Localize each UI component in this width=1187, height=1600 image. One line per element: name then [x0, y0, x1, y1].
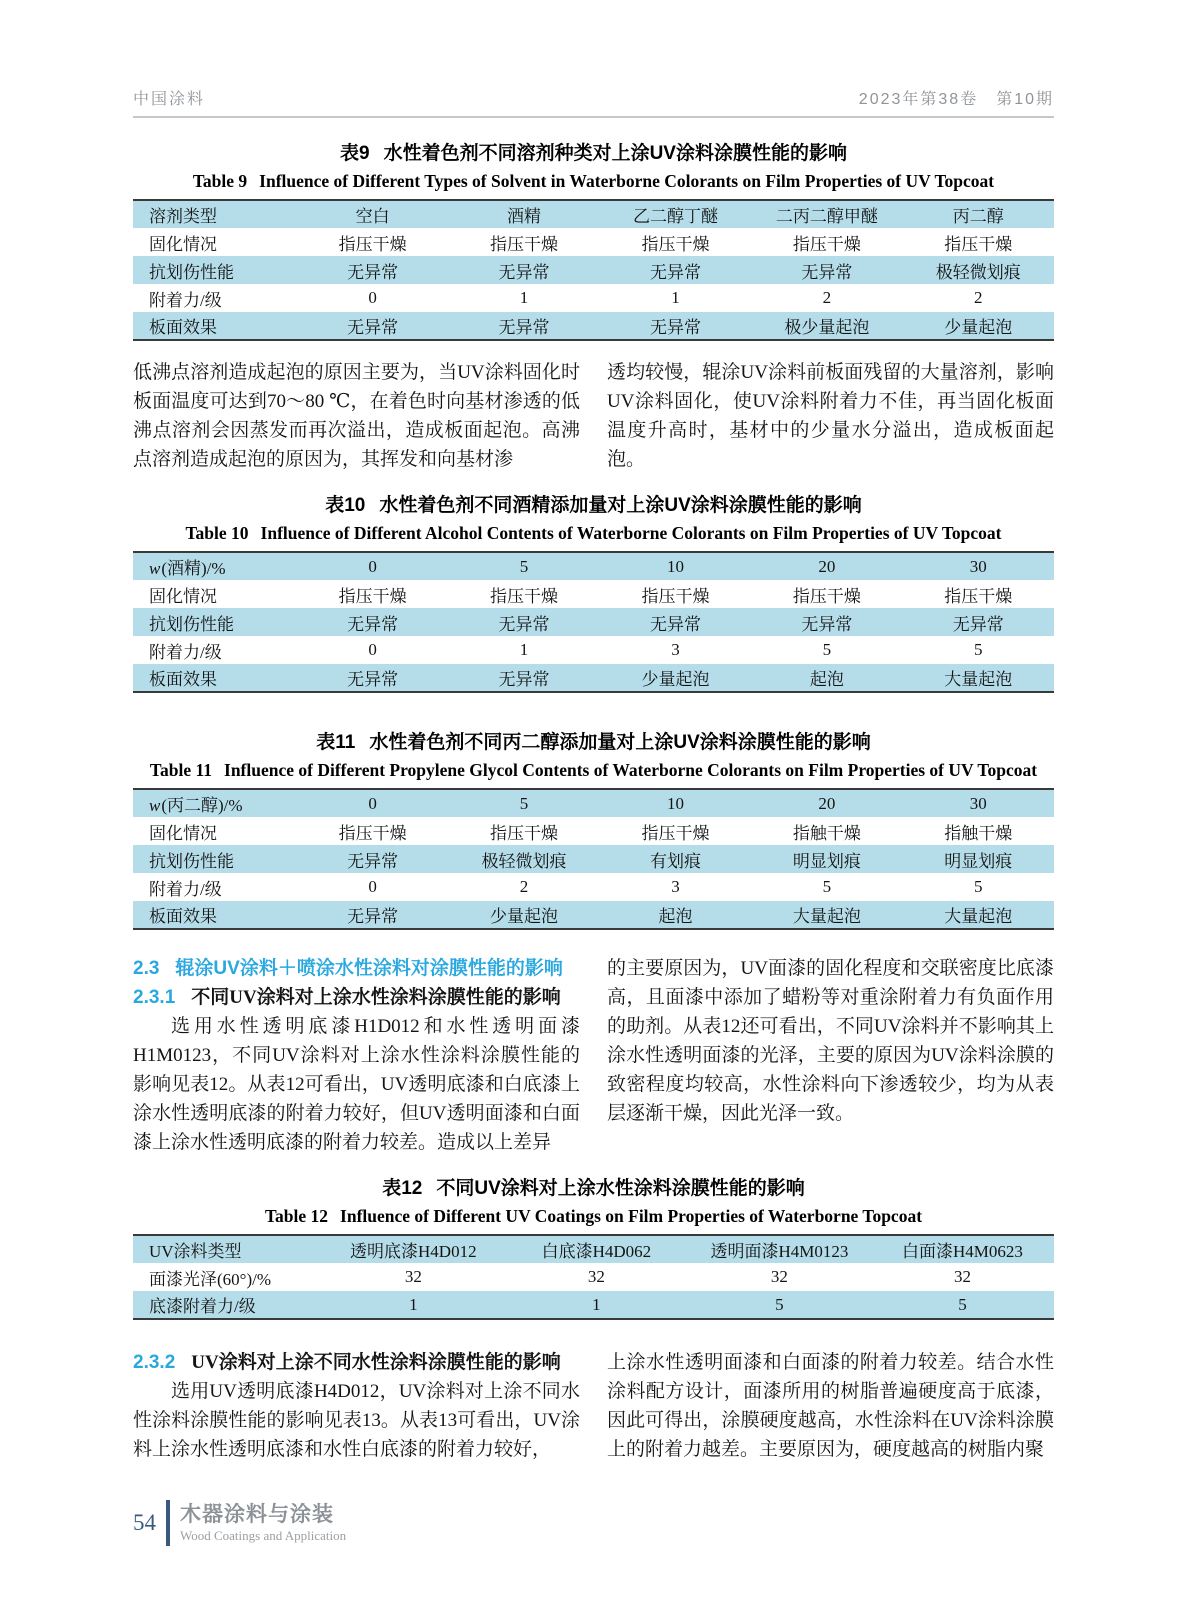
value-cell: 5 — [822, 640, 832, 659]
text-column-left — [133, 358, 580, 474]
table12 — [133, 1234, 1054, 1320]
table12-block — [133, 1173, 1054, 1320]
value-cell: 指压干燥 — [490, 586, 559, 606]
text-column-right — [607, 358, 1054, 474]
row-label-cell: UV涂料类型 — [149, 1242, 242, 1261]
paragraph: 选用UV透明底漆H4D012，UV涂料对上涂不同水性涂料涂膜性能的影响见表13。从表13可看出，UV涂料上涂水性透明底漆和水性白底漆的附着力较好， — [133, 1381, 580, 1460]
row-label-cell: 固化情况 — [149, 823, 217, 843]
footer-journal-cn: 木器涂料与涂装 — [180, 1502, 334, 1526]
section-title: UV涂料对上涂不同水性涂料涂膜性能的影响 — [191, 1352, 561, 1373]
table-row — [133, 845, 1054, 873]
table11 — [133, 788, 1054, 930]
row-label-cell: 面漆光泽(60°)/% — [149, 1269, 272, 1289]
table-row — [133, 552, 1054, 580]
value-cell: 极轻微划痕 — [481, 851, 567, 871]
paragraph: 上涂水性透明面漆和白面漆的附着力较差。结合水性涂料配方设计，面漆所用的树脂普遍硬度高于底漆，因此可得出，涂膜硬度越高，水性涂料在UV涂料涂膜上的附着力越差。主要原因为，硬度越高的树脂内聚 — [607, 1352, 1054, 1460]
value-cell: 无异常 — [498, 670, 550, 689]
value-cell: 0 — [368, 793, 377, 813]
value-cell: 20 — [818, 556, 836, 576]
value-cell: 5 — [974, 877, 983, 896]
value-cell: 20 — [818, 793, 836, 813]
table9 — [133, 199, 1054, 341]
table-row — [133, 1235, 1054, 1263]
value-cell: 白面漆H4M0623 — [902, 1242, 1023, 1261]
row-label-cell: 溶剂类型 — [149, 207, 217, 226]
table9-block — [133, 138, 1054, 341]
footer-journal-en: Wood Coatings and Application — [180, 1527, 347, 1543]
table-row — [133, 664, 1054, 692]
table10-label-cn: 表10 — [325, 495, 366, 516]
value-cell: 5 — [519, 793, 529, 813]
text-columns-3 — [133, 1348, 1054, 1464]
table9-title-en: Influence of Different Types of Solvent in Waterborne Colorants on Film Properties of UV Topcoat — [259, 171, 995, 191]
value-cell: 32 — [770, 1267, 788, 1286]
value-cell: 32 — [404, 1267, 422, 1286]
row-label-cell: 附着力/级 — [149, 879, 222, 899]
value-cell: 无异常 — [801, 614, 853, 634]
table-row — [133, 636, 1054, 664]
paragraph: 的主要原因为，UV面漆的固化程度和交联密度比底漆高，且面漆中添加了蜡粉等对重涂附着力有负面作用的助剂。从表12还可看出，不同UV涂料并不影响其上涂水性透明面漆的光泽，主要的原因为UV涂料涂膜的致密程度均较高，水性涂料向下渗透较少，均为从表层逐渐干燥，因此光泽一致。 — [607, 958, 1054, 1124]
value-cell: 大量起泡 — [944, 670, 1013, 689]
value-cell: 极少量起泡 — [784, 318, 870, 337]
value-cell: 无异常 — [649, 614, 701, 634]
footer-divider-bar — [166, 1500, 170, 1546]
table12-title-cn: 不同UV涂料对上涂水性涂料涂膜性能的影响 — [436, 1178, 805, 1199]
text-column-right — [607, 954, 1054, 1157]
value-cell: 明显划痕 — [944, 851, 1013, 871]
table-row — [133, 312, 1054, 340]
row-label-cell: w(丙二醇)/% — [149, 796, 243, 815]
value-cell: 有划痕 — [649, 851, 701, 871]
row-label-cell: 板面效果 — [149, 318, 217, 337]
table11-block — [133, 727, 1054, 930]
text-column-right — [607, 1348, 1054, 1464]
value-cell: 指压干燥 — [792, 586, 861, 606]
section-number: 2.3.2 — [133, 1352, 176, 1373]
page-footer — [133, 1500, 1054, 1546]
table10-title-en: Influence of Different Alcohol Contents of Waterborne Colorants on Film Properties of UV Topcoat — [260, 523, 1002, 543]
value-cell: 空白 — [355, 207, 390, 226]
value-cell: 0 — [368, 877, 377, 896]
value-cell: 指压干燥 — [490, 823, 559, 843]
table11-label-cn: 表11 — [316, 732, 356, 753]
text-column-left — [133, 1348, 580, 1464]
value-cell: 乙二醇丁醚 — [632, 207, 718, 226]
text-columns-1 — [133, 358, 1054, 474]
value-cell: 无异常 — [649, 318, 701, 337]
value-cell: 酒精 — [507, 207, 542, 226]
value-cell: 少量起泡 — [641, 670, 710, 689]
value-cell: 透明底漆H4D012 — [350, 1242, 477, 1261]
value-cell: 大量起泡 — [944, 907, 1013, 926]
row-label-cell: 抗划伤性能 — [149, 614, 234, 634]
value-cell: 大量起泡 — [792, 907, 861, 926]
value-cell: 2 — [974, 288, 983, 307]
table11-title-en: Influence of Different Propylene Glycol Contents of Waterborne Colorants on Film Properties of UV Topcoat — [224, 760, 1038, 780]
table9-label-en: Table 9 — [192, 171, 248, 191]
value-cell: 透明面漆H4M0123 — [710, 1242, 849, 1261]
row-label-cell: 固化情况 — [149, 586, 217, 606]
table-row — [133, 608, 1054, 636]
table10-block — [133, 490, 1054, 693]
value-cell: 0 — [368, 288, 377, 307]
row-label-cell: 固化情况 — [149, 234, 217, 254]
value-cell: 无异常 — [498, 614, 550, 634]
row-label-cell: 附着力/级 — [149, 290, 222, 310]
value-cell: 0 — [368, 556, 377, 576]
section-title: 辊涂UV涂料＋喷涂水性涂料对涂膜性能的影响 — [175, 958, 563, 979]
row-label-cell: 附着力/级 — [149, 642, 222, 662]
value-cell: 10 — [666, 556, 684, 576]
value-cell: 0 — [368, 640, 377, 659]
value-cell: 指压干燥 — [641, 586, 710, 606]
table-row — [133, 256, 1054, 284]
value-cell: 5 — [958, 1294, 967, 1314]
table10-caption-en — [133, 523, 1054, 544]
table12-label-en: Table 12 — [264, 1206, 329, 1226]
value-cell: 10 — [666, 793, 684, 813]
value-cell: 5 — [519, 556, 529, 576]
value-cell: 无异常 — [347, 614, 399, 634]
value-cell: 指压干燥 — [944, 234, 1013, 254]
value-cell: 无异常 — [347, 851, 399, 871]
value-cell: 白底漆H4D062 — [541, 1242, 652, 1261]
value-cell: 30 — [969, 793, 987, 813]
row-label-cell: 板面效果 — [149, 907, 217, 926]
table10 — [133, 551, 1054, 693]
value-cell: 1 — [519, 288, 529, 307]
value-cell: 无异常 — [649, 262, 701, 282]
table-row — [133, 228, 1054, 256]
table-row — [133, 1291, 1054, 1319]
table9-caption-en — [133, 171, 1054, 192]
row-label-cell: w(酒精)/% — [149, 559, 226, 578]
table10-caption-cn — [133, 490, 1054, 517]
page-number: 54 — [133, 1510, 156, 1535]
table12-caption-cn — [133, 1173, 1054, 1200]
section-number: 2.3 — [133, 958, 160, 979]
value-cell: 指压干燥 — [338, 823, 407, 843]
value-cell: 2 — [519, 877, 529, 896]
value-cell: 3 — [671, 640, 680, 659]
table9-label-cn: 表9 — [340, 143, 370, 164]
value-cell: 指压干燥 — [641, 823, 710, 843]
table-row — [133, 789, 1054, 817]
value-cell: 指触干燥 — [944, 823, 1013, 843]
table12-title-en: Influence of Different UV Coatings on Film Properties of Waterborne Topcoat — [340, 1206, 923, 1226]
section-number: 2.3.1 — [133, 987, 176, 1008]
table12-label-cn: 表12 — [382, 1178, 423, 1199]
table-row — [133, 901, 1054, 929]
value-cell: 32 — [587, 1267, 605, 1286]
value-cell: 丙二醇 — [952, 207, 1004, 226]
paragraph: 透均较慢，辊涂UV涂料前板面残留的大量溶剂，影响UV涂料固化，使UV涂料附着力不佳，再当固化板面温度升高时，基材中的少量水分溢出，造成板面起泡。 — [607, 362, 1054, 470]
value-cell: 无异常 — [498, 318, 550, 337]
footer-journal — [180, 1503, 346, 1544]
value-cell: 5 — [974, 640, 983, 659]
table9-caption-cn — [133, 138, 1054, 165]
value-cell: 明显划痕 — [792, 851, 861, 871]
value-cell: 无异常 — [347, 907, 399, 926]
value-cell: 指压干燥 — [490, 234, 559, 254]
value-cell: 无异常 — [801, 262, 853, 282]
value-cell: 二丙二醇甲醚 — [775, 207, 878, 226]
value-cell: 1 — [592, 1294, 601, 1314]
value-cell: 指压干燥 — [338, 586, 407, 606]
value-cell: 指压干燥 — [338, 234, 407, 254]
table11-title-cn: 水性着色剂不同丙二醇添加量对上涂UV涂料涂膜性能的影响 — [369, 732, 871, 753]
section-heading-2-3-2 — [133, 1348, 580, 1377]
row-label-cell: 底漆附着力/级 — [149, 1297, 256, 1316]
table10-title-cn: 水性着色剂不同酒精添加量对上涂UV涂料涂膜性能的影响 — [379, 495, 862, 516]
journal-name: 中国涂料 — [133, 91, 206, 108]
value-cell: 3 — [671, 877, 680, 896]
value-cell: 指压干燥 — [944, 586, 1013, 606]
text-column-left — [133, 954, 580, 1157]
value-cell: 无异常 — [498, 262, 550, 282]
table-row — [133, 1263, 1054, 1291]
value-cell: 起泡 — [658, 907, 693, 926]
text-columns-2 — [133, 954, 1054, 1157]
table11-label-en: Table 11 — [149, 760, 213, 780]
row-label-cell: 抗划伤性能 — [149, 851, 234, 871]
value-cell: 极轻微划痕 — [935, 262, 1021, 282]
value-cell: 5 — [775, 1294, 784, 1314]
table-row — [133, 580, 1054, 608]
table-row — [133, 873, 1054, 901]
row-label-cell: 抗划伤性能 — [149, 262, 234, 282]
value-cell: 少量起泡 — [944, 318, 1013, 337]
value-cell: 无异常 — [952, 614, 1004, 634]
table-row — [133, 200, 1054, 228]
value-cell: 1 — [671, 288, 680, 307]
table11-caption-cn — [133, 727, 1054, 754]
value-cell: 无异常 — [347, 318, 399, 337]
value-cell: 5 — [822, 877, 832, 896]
paragraph: 低沸点溶剂造成起泡的原因主要为，当UV涂料固化时板面温度可达到70～80 ℃，在着色时向基材渗透的低沸点溶剂会因蒸发而再次溢出，造成板面起泡。高沸点溶剂造成起泡的原因为，其挥发和向基材渗 — [133, 362, 580, 470]
value-cell: 32 — [953, 1267, 971, 1286]
value-cell: 1 — [409, 1294, 418, 1314]
section-heading-2-3-1 — [133, 983, 580, 1012]
page-header — [133, 86, 1054, 118]
value-cell: 指压干燥 — [641, 234, 710, 254]
section-title: 不同UV涂料对上涂水性涂料涂膜性能的影响 — [191, 987, 561, 1008]
value-cell: 2 — [822, 288, 832, 307]
table11-caption-en — [133, 760, 1054, 781]
row-label-cell: 板面效果 — [149, 670, 217, 689]
issue-info: 2023年第38卷 第10期 — [858, 91, 1054, 108]
table-row — [133, 817, 1054, 845]
value-cell: 指触干燥 — [792, 823, 861, 843]
table12-caption-en — [133, 1206, 1054, 1227]
value-cell: 1 — [519, 640, 529, 659]
section-heading-2-3 — [133, 954, 580, 983]
value-cell: 30 — [969, 556, 987, 576]
value-cell: 无异常 — [347, 262, 399, 282]
table9-title-cn: 水性着色剂不同溶剂种类对上涂UV涂料涂膜性能的影响 — [383, 143, 847, 164]
value-cell: 少量起泡 — [490, 907, 559, 926]
value-cell: 无异常 — [347, 670, 399, 689]
value-cell: 起泡 — [809, 670, 844, 689]
paragraph: 选用水性透明底漆H1D012和水性透明面漆H1M0123，不同UV涂料对上涂水性涂料涂膜性能的影响见表12。从表12可看出，UV透明底漆和白底漆上涂水性透明底漆的附着力较好，但UV透明面漆和白面漆上涂水性透明底漆的附着力较差。造成以上差异 — [133, 1016, 580, 1153]
table-row — [133, 284, 1054, 312]
table10-label-en: Table 10 — [185, 523, 249, 543]
value-cell: 指压干燥 — [792, 234, 861, 254]
